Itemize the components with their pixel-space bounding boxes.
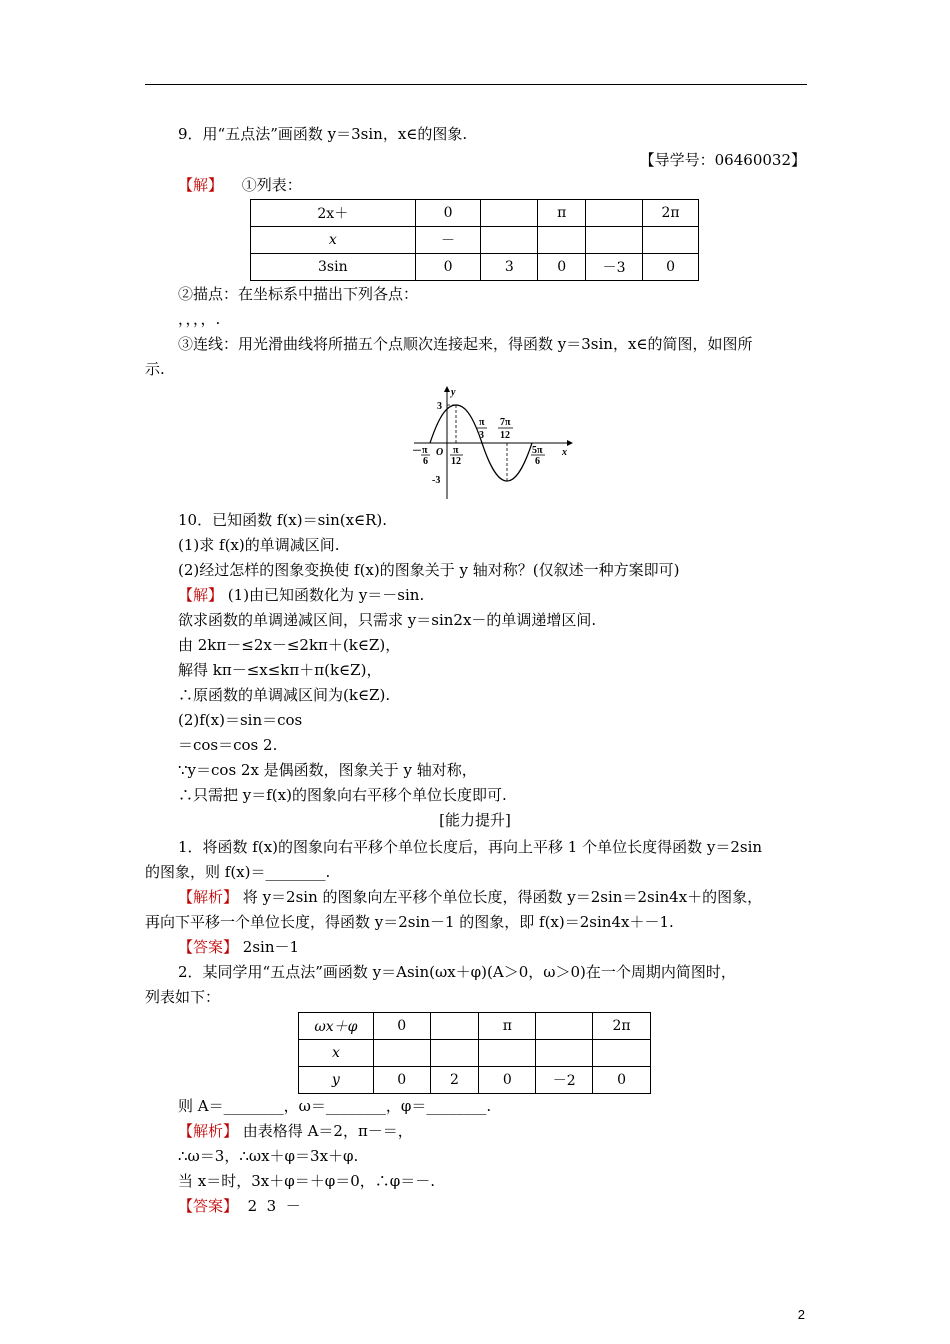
table-cell — [481, 227, 538, 254]
table-cell — [536, 1013, 593, 1040]
table-cell — [593, 1040, 651, 1067]
table-cell: 0 — [415, 200, 481, 227]
table-cell — [430, 1013, 479, 1040]
q10-s7: ＝cos＝cos 2. — [178, 736, 278, 754]
q10-s8: ∵y＝cos 2x 是偶函数，图象关于 y 轴对称， — [178, 761, 477, 779]
table-cell — [430, 1040, 479, 1067]
q10-s9: ∴只需把 y＝f(x)的图象向右平移个单位长度即可. — [178, 786, 507, 804]
q9-table — [250, 199, 699, 281]
table-cell: π — [538, 200, 586, 227]
q10-part1: (1)求 f(x)的单调减区间. — [178, 536, 340, 554]
y-tick-bottom: -3 — [432, 475, 441, 486]
q10-solution-tag: 【解】 — [178, 586, 224, 604]
table-cell: 0 — [538, 254, 586, 281]
q10-part2: (2)经过怎样的图象变换使 f(x)的图象关于 y 轴对称？(仅叙述一种方案即可) — [178, 561, 680, 579]
page-number: 2 — [797, 1307, 805, 1322]
q10-s3: 由 2kπ－≤2x－≤2kπ＋(k∈Z)， — [178, 636, 401, 654]
table-cell: x — [299, 1040, 374, 1067]
table-cell — [586, 227, 643, 254]
q10-solution-line — [178, 585, 424, 605]
table-row — [251, 254, 699, 281]
q9-step1: ①列表： — [241, 176, 302, 194]
p2-table — [298, 1012, 651, 1094]
tick-7pi12-num: 7π — [500, 417, 511, 428]
tick-5pi6-num: 5π — [532, 445, 543, 456]
table-cell: x — [251, 227, 416, 254]
p2-line2: 列表如下： — [145, 988, 221, 1006]
p2-answer-line — [178, 1196, 301, 1216]
table-cell: π — [479, 1013, 536, 1040]
table-cell — [481, 200, 538, 227]
tick-7pi12-den: 12 — [500, 430, 510, 441]
q9-step3-line1: ③连线：用光滑曲线将所描五个点顺次连接起来，得函数 y＝3sin，x∈的简图，如图所 — [178, 335, 753, 353]
table-cell — [373, 1040, 430, 1067]
table-row — [299, 1013, 651, 1040]
p2-answer: 2 3 － — [242, 1197, 301, 1215]
table-cell: ωx＋φ — [299, 1013, 374, 1040]
header-rule — [145, 84, 807, 85]
tick-pi12-den: 12 — [451, 456, 461, 467]
q10-s5: ∴原函数的单调减区间为(k∈Z). — [178, 686, 391, 704]
tick-pi3-num: π — [479, 417, 485, 428]
table-cell — [536, 1040, 593, 1067]
x-axis-label: x — [562, 447, 567, 458]
q9-stem: 9．用“五点法”画函数 y＝3sin，x∈的图象. — [178, 125, 468, 143]
p2-line1: 2．某同学用“五点法”画函数 y＝Asin(ωx＋φ)(A＞0，ω＞0)在一个周期内简图时， — [178, 963, 736, 981]
q9-step3-line2: 示. — [145, 360, 165, 378]
origin-label: O — [436, 447, 444, 458]
table-cell: 2π — [643, 200, 699, 227]
p2-answer-tag: 【答案】 — [178, 1197, 239, 1215]
table-cell: 2π — [593, 1013, 651, 1040]
table-row — [299, 1067, 651, 1094]
p1-answer: 2sin－1 — [242, 938, 300, 956]
p1-answer-tag: 【答案】 — [178, 938, 239, 956]
table-cell — [538, 227, 586, 254]
p2-a2: ∴ω＝3，∴ωx＋φ＝3x＋φ. — [178, 1147, 359, 1165]
section-title: [能力提升] — [439, 811, 511, 829]
sine-graph — [410, 383, 580, 501]
table-cell: 0 — [373, 1067, 430, 1094]
p1-analysis-tag: 【解析】 — [178, 888, 239, 906]
table-cell: － — [415, 227, 481, 254]
q9-solution-tag: 【解】 — [178, 176, 224, 194]
p2-a3: 当 x＝时，3x＋φ＝＋φ＝0，∴φ＝－. — [178, 1172, 436, 1190]
q9-ref-number: 【导学号：06460032】 — [639, 151, 806, 169]
p1-line2: 的图象，则 f(x)＝________. — [145, 863, 331, 881]
p1-answer-line — [178, 937, 299, 957]
q10-s1: (1)由已知函数化为 y＝－sin. — [227, 586, 425, 604]
tick-5pi6-den: 6 — [535, 456, 540, 467]
table-cell — [643, 227, 699, 254]
q10-s6: (2)f(x)＝sin＝cos — [178, 711, 303, 729]
tick-pi12-num: π — [453, 445, 459, 456]
table-cell: 0 — [373, 1013, 430, 1040]
table-cell: 3sin — [251, 254, 416, 281]
table-cell: 0 — [593, 1067, 651, 1094]
q10-s2: 欲求函数的单调递减区间，只需求 y＝sin2x－的单调递增区间. — [178, 611, 597, 629]
table-row — [251, 227, 699, 254]
tick-pi3-den: 3 — [479, 430, 484, 441]
table-cell: 0 — [643, 254, 699, 281]
p1-line1: 1．将函数 f(x)的图象向右平移个单位长度后，再向上平移 1 个单位长度得函数 y＝2sin — [178, 838, 763, 856]
table-cell: 3 — [481, 254, 538, 281]
q10-stem: 10．已知函数 f(x)＝sin(x∈R). — [178, 511, 388, 529]
table-cell: y — [299, 1067, 374, 1094]
table-row — [251, 200, 699, 227]
p1-a1: 将 y＝2sin 的图象向左平移个单位长度，得函数 y＝2sin＝2sin4x＋的图象， — [242, 888, 763, 906]
p2-a1: 由表格得 A＝2，π－＝， — [242, 1122, 413, 1140]
y-tick-top: 3 — [437, 401, 442, 412]
table-cell: 2 — [430, 1067, 479, 1094]
table-cell: －3 — [586, 254, 643, 281]
table-cell — [586, 200, 643, 227]
p1-a2: 再向下平移一个单位长度，得函数 y＝2sin－1 的图象，即 f(x)＝2sin4x＋－1. — [145, 913, 674, 931]
neg-sign: － — [412, 446, 422, 457]
p1-analysis-line — [178, 887, 762, 907]
table-cell: －2 — [536, 1067, 593, 1094]
q9-points: ，，，，. — [178, 310, 221, 328]
tick-neg-pi6-den: 6 — [423, 456, 428, 467]
table-cell: 0 — [415, 254, 481, 281]
p2-analysis-tag: 【解析】 — [178, 1122, 239, 1140]
q10-s4: 解得 kπ－≤x≤kπ＋π(k∈Z)， — [178, 661, 382, 679]
table-cell: 2x＋ — [251, 200, 416, 227]
table-row — [299, 1040, 651, 1067]
y-axis-label: y — [451, 387, 456, 398]
q9-solution-line — [178, 175, 302, 195]
p2-analysis-line — [178, 1121, 413, 1141]
q9-step2: ②描点：在坐标系中描出下列各点： — [178, 285, 419, 303]
table-cell — [479, 1040, 536, 1067]
tick-neg-pi6-num: π — [422, 445, 428, 456]
table-cell: 0 — [479, 1067, 536, 1094]
p2-blanks: 则 A＝________，ω＝________，φ＝________. — [178, 1097, 492, 1115]
